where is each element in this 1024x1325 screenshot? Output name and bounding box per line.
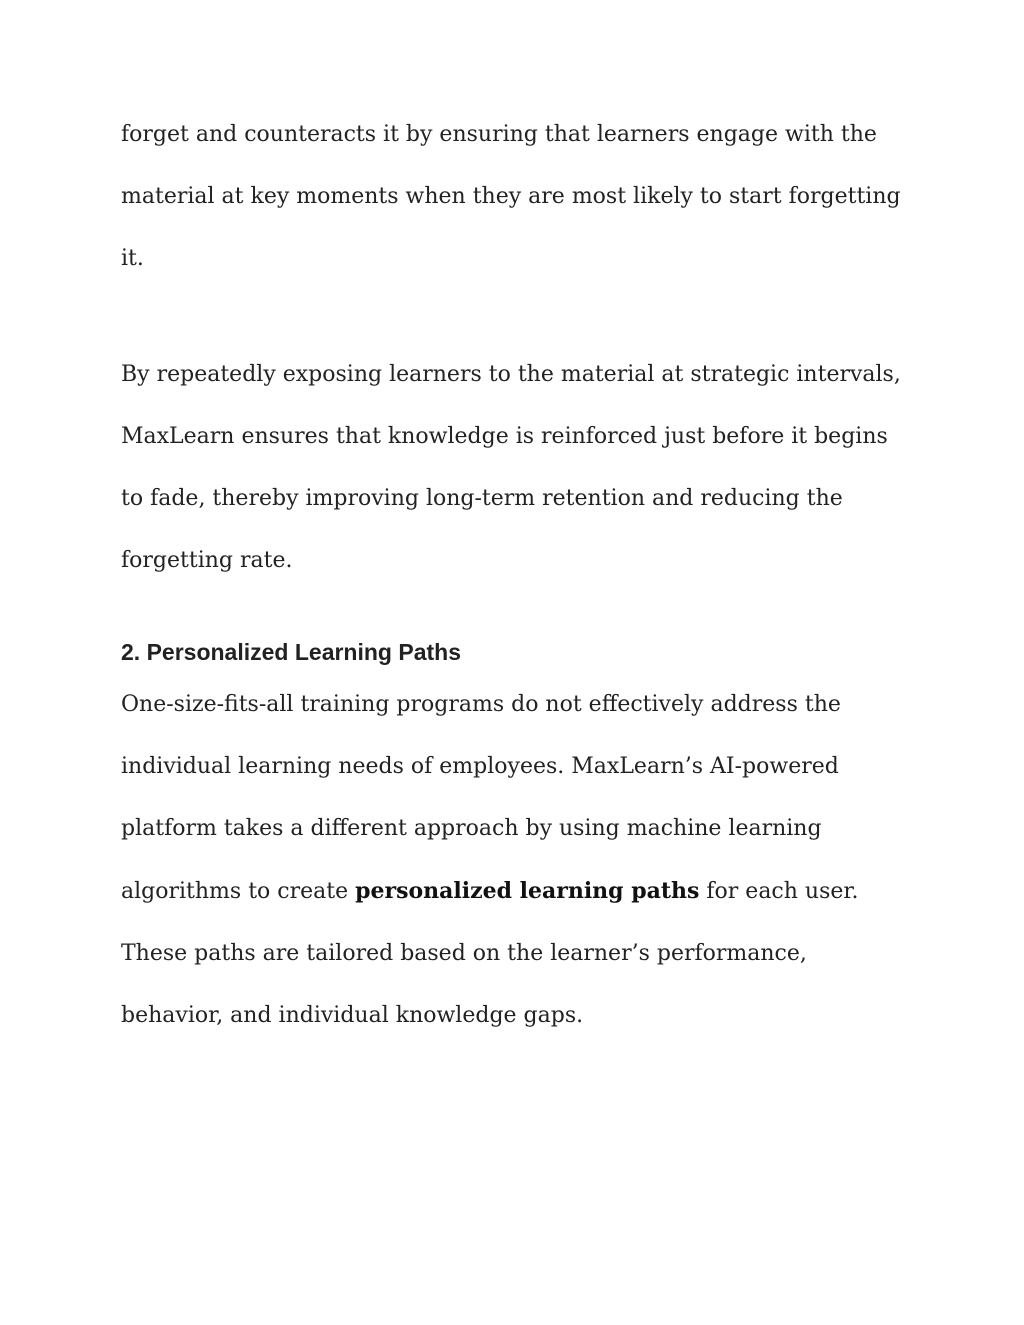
document-body xyxy=(121,104,911,1047)
paragraph-text-after-bold: for each user. These paths are tailored based on the learner’s performance, behavior, and individual knowledge gaps. xyxy=(121,879,859,1028)
heading-spacer xyxy=(121,592,911,632)
paragraph-forgetting-counteract: forget and counteracts it by ensuring that learners engage with the material at key moments when they are most likely to start forgetting it. xyxy=(121,122,901,271)
bold-term-personalized-learning-paths: personalized learning paths xyxy=(355,878,700,904)
paragraph-text-before-bold: One-size-fits-all training programs do not effectively address the individual learning needs of employees. MaxLearn’s AI-powered platform takes a different approach by using machine learning algorithms to create xyxy=(121,692,841,904)
section-heading: 2. Personalized Learning Paths xyxy=(121,639,461,665)
paragraph-personalized-paths xyxy=(121,674,911,1047)
paragraph-strategic-intervals: By repeatedly exposing learners to the material at strategic intervals, MaxLearn ensures that knowledge is reinforced just before it begins to fade, thereby improving long-term retention and reducing the forgetting rate. xyxy=(121,362,901,573)
paragraph-spacer xyxy=(121,290,911,344)
